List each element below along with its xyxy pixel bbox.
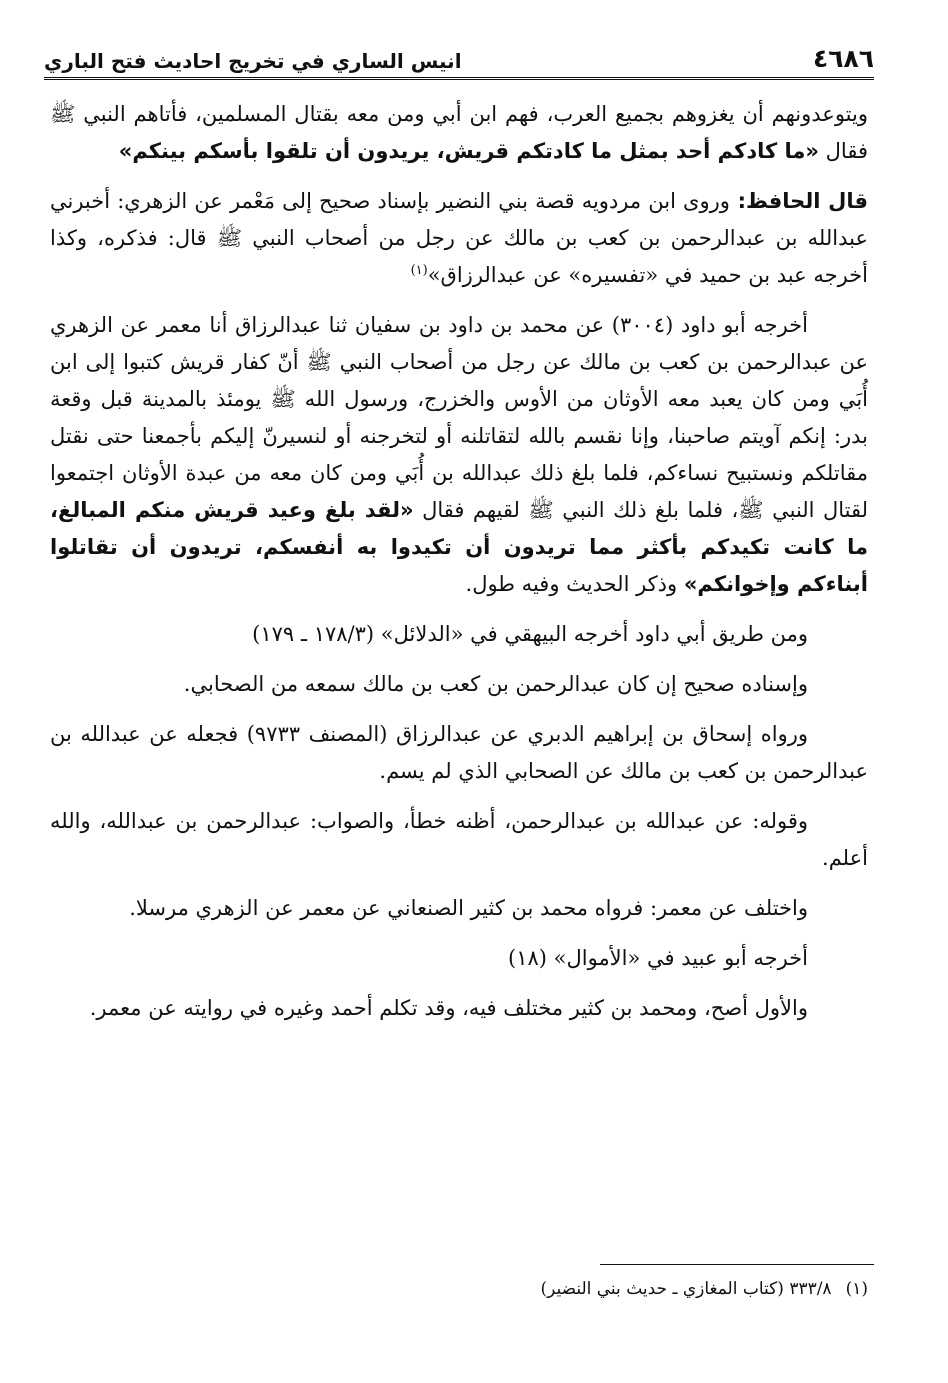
paragraph-2-lead: قال الحافظ: [729, 189, 869, 213]
paragraph-3-hadith-quote: «لقد بلغ وعيد قريش منكم المبالغ، ما كانت تكيدكم بأكثر مما تريدون أن تكيدوا به أنفسكم، تريدون أن تقاتلوا أبناءكم وإخوانكم» [50, 498, 868, 596]
paragraph-3 [50, 307, 868, 603]
paragraph-9: أخرجه أبو عبيد في «الأموال» (١٨) [508, 946, 808, 970]
paragraph-3-tail: وذكر الحديث وفيه طول. [465, 572, 684, 596]
footnote-marker: (١) [845, 1279, 868, 1299]
paragraph-1 [50, 96, 868, 170]
paragraph-7: وقوله: عن عبدالله بن عبدالرحمن، أظنه خطأ، والصواب: عبدالرحمن بن عبدالله، والله أعلم. [50, 809, 868, 870]
paragraph-8: واختلف عن معمر: فرواه محمد بن كثير الصنعاني عن معمر عن الزهري مرسلا. [129, 896, 808, 920]
footnote-divider [600, 1264, 874, 1265]
paragraph-5: وإسناده صحيح إن كان عبدالرحمن بن كعب بن مالك سمعه من الصحابي. [183, 672, 808, 696]
paragraph-2-text: وروى ابن مردويه قصة بني النضير بإسناد صحيح إلى مَعْمر عن الزهري: أخبرني عبدالله بن عبدالرحمن بن كعب بن مالك عن رجل من أصحاب النبي ﷺ قال: فذكره، وكذا أخرجه عبد بن حميد في «تفسيره» عن عبدالرزاق» [50, 189, 868, 287]
paragraph-3-text: أخرجه أبو داود (٣٠٠٤) عن محمد بن داود بن سفيان ثنا عبدالرزاق أنا معمر عن الزهري عن عبدالرحمن بن كعب بن مالك عن رجل من أصحاب النبي ﷺ أنّ كفار قريش كتبوا إلى ابن أُبَي ومن كان يعبد معه الأوثان من الأوس والخزرج، ورسول الله ﷺ يومئذ بالمدينة قبل وقعة بدر: إنكم آويتم صاحبنا، وإنا نقسم بالله لتقاتلنه أو لتخرجنه أو لنسيرنّ إليكم بأجمعنا حتى نقتل مقاتلكم ونستبيح نساءكم، فلما بلغ ذلك عبدالله بن أُبَي ومن كان معه من عبدة الأوثان اجتمعوا لقتال النبي ﷺ، فلما بلغ ذلك النبي ﷺ لقيهم فقال [50, 313, 869, 522]
footnote-text: ٣٣٣/٨ (كتاب المغازي ـ حديث بني النضير) [540, 1279, 832, 1299]
paragraph-6: ورواه إسحاق بن إبراهيم الدبري عن عبدالرزاق (المصنف ٩٧٣٣) فجعله عن عبدالله بن عبدالرحمن بن كعب بن مالك عن الصحابي الذي لم يسم. [50, 722, 868, 783]
paragraph-2 [50, 183, 868, 294]
footnote [50, 1274, 868, 1304]
paragraph-1-text: ويتوعدونهم أن يغزوهم بجميع العرب، فهم ابن أبي ومن معه بقتال المسلمين، فأتاهم النبي ﷺ فقال [50, 102, 868, 163]
paragraph-1-hadith-quote: «ما كادكم أحد بمثل ما كادتكم قريش، يريدون أن تلقوا بأسكم بينكم» [118, 139, 819, 163]
running-header [44, 36, 874, 80]
page-number: ٤٦٨٦ [812, 44, 874, 73]
book-title: انيس الساري في تخريج احاديث فتح الباري [44, 49, 462, 73]
footnote-reference: (١) [410, 263, 428, 278]
main-text [50, 96, 868, 1040]
paragraph-4: ومن طريق أبي داود أخرجه البيهقي في «الدلائل» (١٧٨/٣ ـ ١٧٩) [252, 622, 808, 646]
paragraph-10: والأول أصح، ومحمد بن كثير مختلف فيه، وقد تكلم أحمد وغيره في روايته عن معمر. [89, 996, 808, 1020]
